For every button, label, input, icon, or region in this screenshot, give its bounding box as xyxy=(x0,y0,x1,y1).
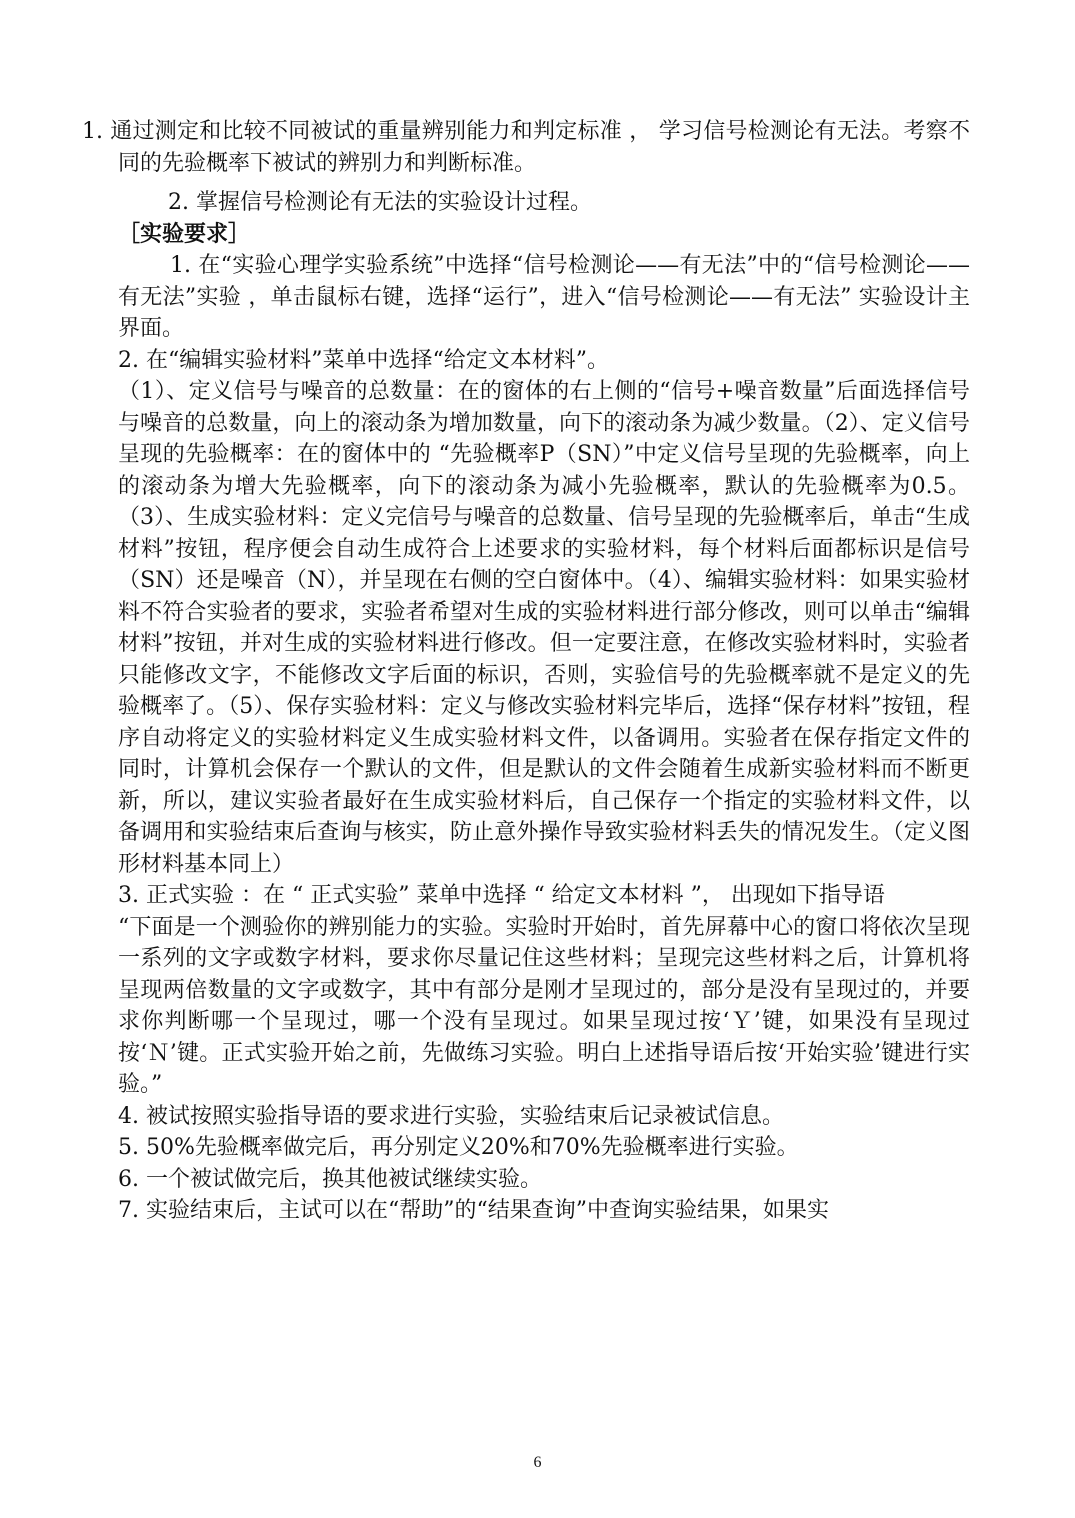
step-5: 5. 50%先验概率做完后，再分别定义20%和70%先验概率进行实验。 xyxy=(118,1135,799,1160)
page-number: 6 xyxy=(533,1454,542,1471)
step-7: 7. 实验结束后，主试可以在“帮助”的“结果查询”中查询实验结果，如果实 xyxy=(118,1198,829,1223)
step-1: 1. 在“实验心理学实验系统”中选择“信号检测论——有无法”中的“信号检测论——有无法”实验 ，单击鼠标右键，选择“运行”，进入“信号检测论——有无法” 实验设计主界面。 xyxy=(118,253,970,341)
step-3: 3. 正式实验 ：在 “ 正式实验” 菜单中选择 “ 给定文本材料 ”， 出现如下指导语 xyxy=(118,883,885,908)
step-4: 4. 被试按照实验指导语的要求进行实验，实验结束后记录被试信息。 xyxy=(118,1103,784,1129)
step-2: 2. 在“编辑实验材料”菜单中选择“给定文本材料”。 xyxy=(118,347,609,373)
step-6: 6. 一个被试做完后，换其他被试继续实验。 xyxy=(118,1166,542,1192)
page-body xyxy=(82,116,970,1227)
instruction-quote: “下面是一个测验你的辨别能力的实验。实验时开始时，首先屏幕中心的窗口将依次呈现一系列的文字或数字材料，要求你尽量记住这些材料；呈现完这些材料之后，计算机将呈现两倍数量的文字或数字，其中有部分是刚才呈现过的，部分是没有呈现过的，并要求你判断哪一个呈现过，哪一个没有呈现过。如果呈现过按‘Ｙ’键，如果没有呈现过按‘Ｎ’键。正式实验开始之前，先做练习实验。明白上述指导语后按‘开始实验’键进行实验。” xyxy=(118,914,970,1097)
requirements-heading: ［实验要求］ xyxy=(118,220,251,247)
objective-item-1: 1. 通过测定和比较不同被试的重量辨别能力和判定标准 ， 学习信号检测论有无法。考察不同的先验概率下被试的辨别力和判断标准。 xyxy=(82,119,970,176)
step-2-details: （1）、定义信号与噪音的总数量：在的窗体的右上侧的“信号+噪音数量”后面选择信号与噪音的总数量，向上的滚动条为增加数量，向下的滚动条为减少数量。（2）、定义信号呈现的先验概率：在的窗体中的 “先验概率P（SN）”中定义信号呈现的先验概率，向上的滚动条为增大先验概率，向下的滚动条为减小先验概率，默认的先验概率为0.5。（3）、生成实验材料：定义完信号与噪音的总数量、信号呈现的先验概率后，单击“生成材料”按钮，程序便会自动生成符合上述要求的实验材料，每个材料后面都标识是信号（SN）还是噪音（N），并呈现在右侧的空白窗体中。（4）、编辑实验材料：如果实验材料不符合实验者的要求，实验者希望对生成的实验材料进行部分修改，则可以单击“编辑材料”按钮，并对生成的实验材料进行修改。但一定要注意，在修改实验材料时，实验者只能修改文字，不能修改文字后面的标识，否则，实验信号的先验概率就不是定义的先验概率了。（5）、保存实验材料：定义与修改实验材料完毕后，选择“保存材料”按钮，程序自动将定义的实验材料定义生成实验材料文件，以备调用。实验者在保存指定文件的同时，计算机会保存一个默认的文件，但是默认的文件会随着生成新实验材料而不断更新，所以，建议实验者最好在生成实验材料后，自己保存一个指定的实验材料文件，以备调用和实验结束后查询与核实，防止意外操作导致实验材料丢失的情况发生。（定义图形材料基本同上） xyxy=(118,379,970,877)
objective-item-2: 2. 掌握信号检测论有无法的实验设计过程。 xyxy=(168,190,592,215)
